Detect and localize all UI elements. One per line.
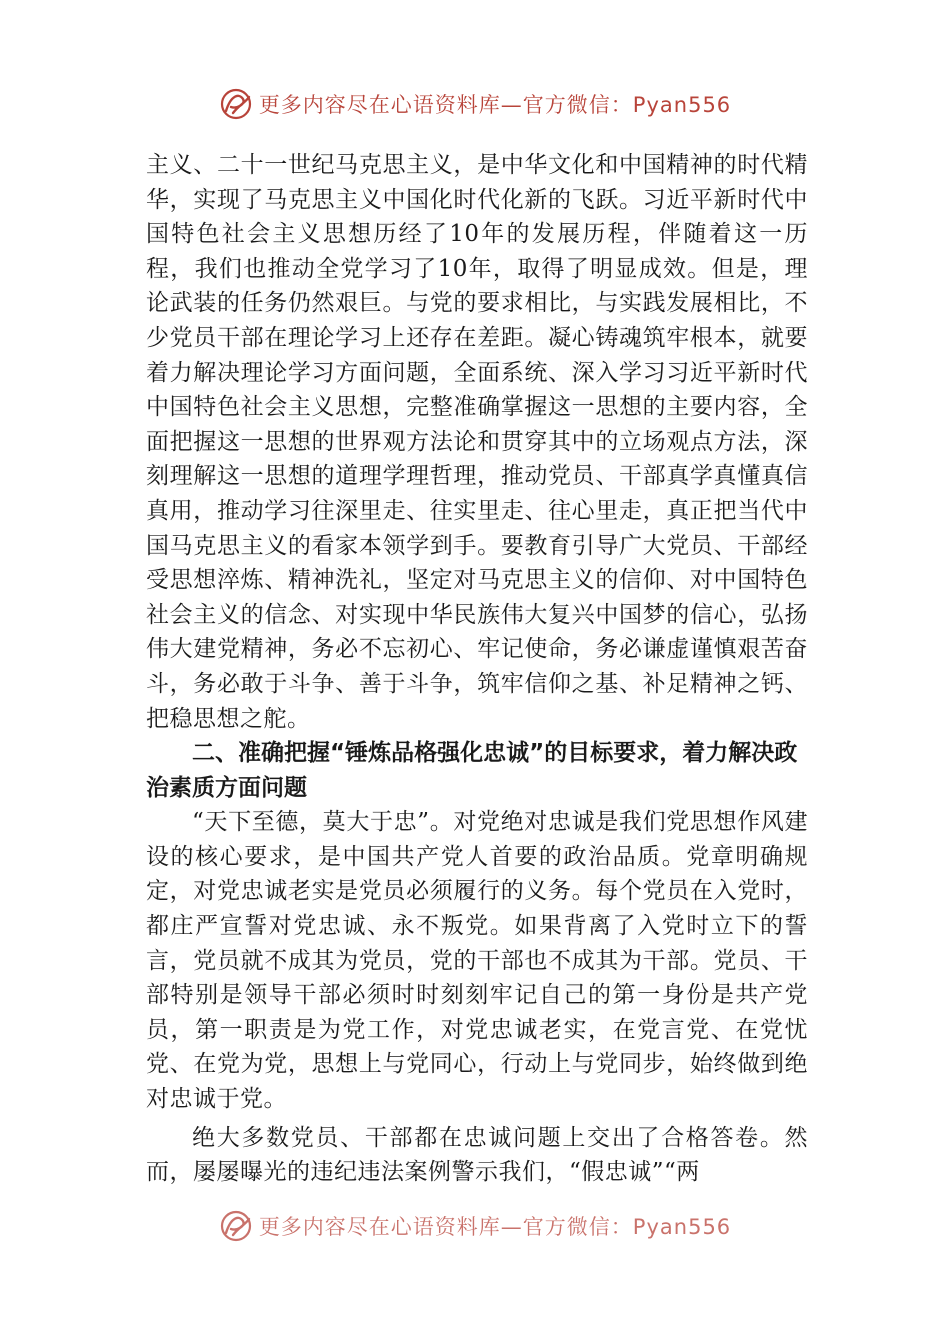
signature-logo-icon [219,87,253,121]
paragraph-partial: 绝大多数党员、干部都在忠诚问题上交出了合格答卷。然而，屡屡曝光的违纪违法案例警示我们，“假忠诚”“两 [146,1124,808,1186]
watermark-text: 更多内容尽在心语资料库—官方微信：Pyan556 [258,1215,732,1239]
watermark-header [0,86,950,122]
watermark-footer [0,1208,950,1244]
document-body [146,148,808,1190]
paragraph-continuation: 主义、二十一世纪马克思主义，是中华文化和中国精神的时代精华，实现了马克思主义中国化时代化新的飞跃。习近平新时代中国特色社会主义思想历经了10年的发展历程，伴随着这一历程，我们也推动全党学习了10年，取得了明显成效。但是，理论武装的任务仍然艰巨。与党的要求相比，与实践发展相比，不少党员干部在理论学习上还存在差距。凝心铸魂筑牢根本，就要着力解决理论学习方面问题，全面系统、深入学习习近平新时代中国特色社会主义思想，完整准确掌握这一思想的主要内容，全面把握这一思想的世界观方法论和贯穿其中的立场观点方法，深刻理解这一思想的道理学理哲理，推动党员、干部真学真懂真信真用，推动学习往深里走、往实里走、往心里走，真正把当代中国马克思主义的看家本领学到手。要教育引导广大党员、干部经受思想淬炼、精神洗礼，坚定对马克思主义的信仰、对中国特色社会主义的信念、对实现中华民族伟大复兴中国梦的信心，弘扬伟大建党精神，务必不忘初心、牢记使命，务必谦虚谨慎艰苦奋斗，务必敢于斗争、善于斗争，筑牢信仰之基、补足精神之钙、把稳思想之舵。 [146,152,808,732]
section-heading: 二、准确把握“锤炼品格强化忠诚”的目标要求，着力解决政治素质方面问题 [146,740,798,801]
watermark-text: 更多内容尽在心语资料库—官方微信：Pyan556 [258,93,732,117]
signature-logo-icon [219,1209,253,1243]
paragraph-loyalty: “天下至德，莫大于忠”。对党绝对忠诚是我们党思想作风建设的核心要求，是中国共产党人首要的政治品质。党章明确规定，对党忠诚老实是党员必须履行的义务。每个党员在入党时，都庄严宣誓对党忠诚、永不叛党。如果背离了入党时立下的誓言，党员就不成其为党员，党的干部也不成其为干部。党员、干部特别是领导干部必须时时刻刻牢记自己的第一身份是共产党员，第一职责是为党工作，对党忠诚老实，在党言党、在党忧党、在党为党，思想上与党同心，行动上与党同步，始终做到绝对忠诚于党。 [146,809,808,1113]
